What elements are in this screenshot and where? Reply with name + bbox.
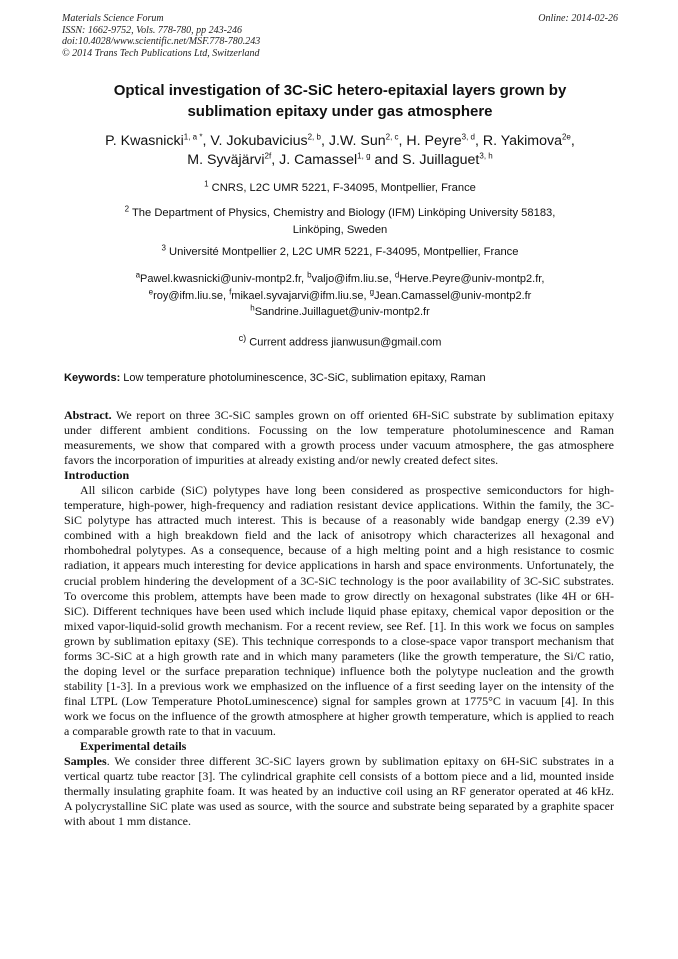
email-link[interactable]: Pawel.kwasnicki@univ-montp2.fr, [140, 273, 308, 285]
journal-name: Materials Science Forum [62, 13, 164, 24]
introduction-heading: Introduction [64, 468, 130, 483]
keywords-label: Keywords: [64, 372, 121, 384]
copyright-line: © 2014 Trans Tech Publications Ltd, Switzerland [62, 47, 260, 59]
author: J.W. Sun$^{2, c}$, [328, 132, 407, 149]
current-address: $^{c)}$ Current address jianwusun@gmail.com [238, 333, 442, 349]
email-link[interactable]: valjo@ifm.liu.se, [311, 273, 395, 285]
issn-line: ISSN: 1662-9752, Vols. 778-780, pp 243-246 [62, 24, 242, 36]
keywords [64, 372, 620, 384]
journal-header [62, 13, 618, 59]
author: V. Jokubavicius$^{2, b}$, [210, 132, 329, 149]
email-link[interactable]: roy@ifm.liu.se, [153, 289, 230, 302]
author: J. Camassel$^{1, g}$ and [279, 151, 403, 168]
online-date: Online: 2014-02-26 [538, 13, 618, 24]
author: H. Peyre$^{3, d}$, [406, 132, 483, 149]
email-link[interactable]: Sandrine.Juillaguet@univ-montp2.fr [254, 306, 430, 318]
abstract: Abstract. We report on three 3C-SiC samples grown on off oriented 6H-SiC substrate by sublimation epitaxy under different ambient conditions. Focussing on the low temperature photoluminescence and Raman measurements, we show that compared with a growth process under vacuum atmosphere, the gas atmosphere favors the incorporation of impurities at already existing and/or newly created defect sites. [64, 408, 614, 468]
affiliation-3: $^3$ Université Montpellier 2, L2C UMR 5221, F-34095, Montpellier, France [161, 243, 519, 258]
keywords-text: Low temperature photoluminescence, 3C-SiC, sublimation epitaxy, Raman [120, 372, 486, 384]
email-list: $^a$Pawel.kwasnicki@univ-montp2.fr, $^b$valjo@ifm.liu.se, $^d$Herve.Peyre@univ-montp2.fr, $^e$roy@ifm.liu.se, $^f$mikael.syvajarvi@ifm.liu.se, $^g$Jean.Camassel@univ-montp2.fr $^h$Sandrine.Juillaguet@univ-montp2.fr [135, 270, 545, 318]
author: R. Yakimova$^{2e}$, [482, 132, 575, 149]
paper-title [62, 80, 618, 122]
paper-body [64, 408, 614, 829]
affiliation-1: $^1$ CNRS, L2C UMR 5221, F-34095, Montpellier, France [204, 179, 476, 194]
doi-line: doi:10.4028/www.scientific.net/MSF.778-780.243 [62, 36, 261, 47]
author: S. Juillaguet$^{3, h}$ [402, 151, 493, 168]
author-list [58, 132, 622, 170]
experimental-heading: Experimental details [80, 739, 187, 754]
author: P. Kwasnicki$^{1, a *}$, [105, 132, 211, 149]
affiliation-2: $^2$ The Department of Physics, Chemistry and Biology (IFM) Linköping University 58183, Linköping, Sweden [124, 204, 556, 236]
author: M. Syväjärvi$^{2f}$, [187, 151, 280, 168]
title-line-1: Optical investigation of 3C-SiC hetero-epitaxial layers grown by [113, 82, 567, 99]
title-line-2: sublimation epitaxy under gas atmosphere [187, 103, 493, 120]
introduction-text: All silicon carbide (SiC) polytypes have long been considered as prospective semiconductors for high-temperature, high-power, high-frequency and radiation resistant device applications. Within the family, the 3C-SiC polytype has attracted much interest. This is because of a reasonably wide bandgap energy (2.39 eV) combined with a high breakdown field and the lack of anisotropy which characterizes all hexagonal and rhombohedral polytypes. As a consequence, because of a high melting point and a high resistance to cosmic radiation, it appears much interesting for device applications in harsh and space environments. Unfortunately, the crucial problem hindering the development of a 3C-SiC technology is the poor availability of 3C-SiC substrates. To overcome this problem, attempts have been made to grow directly on hexagonal substrates (like 4H or 6H-SiC). Different techniques have been used which include liquid phase epitaxy, chemical vapor deposition or the mixed vapor-liquid-solid growth mechanism. For a recent review, see Ref. [1]. In this work we focus on samples grown by sublimation epitaxy (SE). This technique corresponds to a close-space vapor transport mechanism that forms 3C-SiC at a high growth rate and in which many parameters (like the growth temperature, the Si/C ratio, the doping level or the surface preparation technique) influence both the polytype nucleation and the growth stability [1-3]. In a previous work we emphasized on the influence of a first seeding layer on the intensity of the final LTPL (Low Temperature PhotoLuminescence) signal for samples grown at 1775°C in vacuum [4]. In this work we focus on the influence of the growth atmosphere at higher growth temperature, which is applied to reach a comparable growth rate to that in vacuum. [64, 483, 614, 738]
email-link[interactable]: Herve.Peyre@univ-montp2.fr, [399, 273, 545, 285]
email-link[interactable]: mikael.syvajarvi@ifm.liu.se, [231, 289, 370, 302]
samples-paragraph: Samples. We consider three different 3C-SiC layers grown by sublimation epitaxy on 6H-SiC substrates in a vertical quartz tube reactor [3]. The cylindrical graphite cell consists of a bottom piece and a lid, mounted inside thermally insulating graphite foam. It was heated by an inductive coil using an RF generator operated at 46 kHz. A polycrystalline SiC plate was used as source, with the source and substrate being separated by a graphite spacer with about 1 mm distance. [64, 754, 614, 829]
email-link[interactable]: Jean.Camassel@univ-montp2.fr [374, 289, 532, 302]
